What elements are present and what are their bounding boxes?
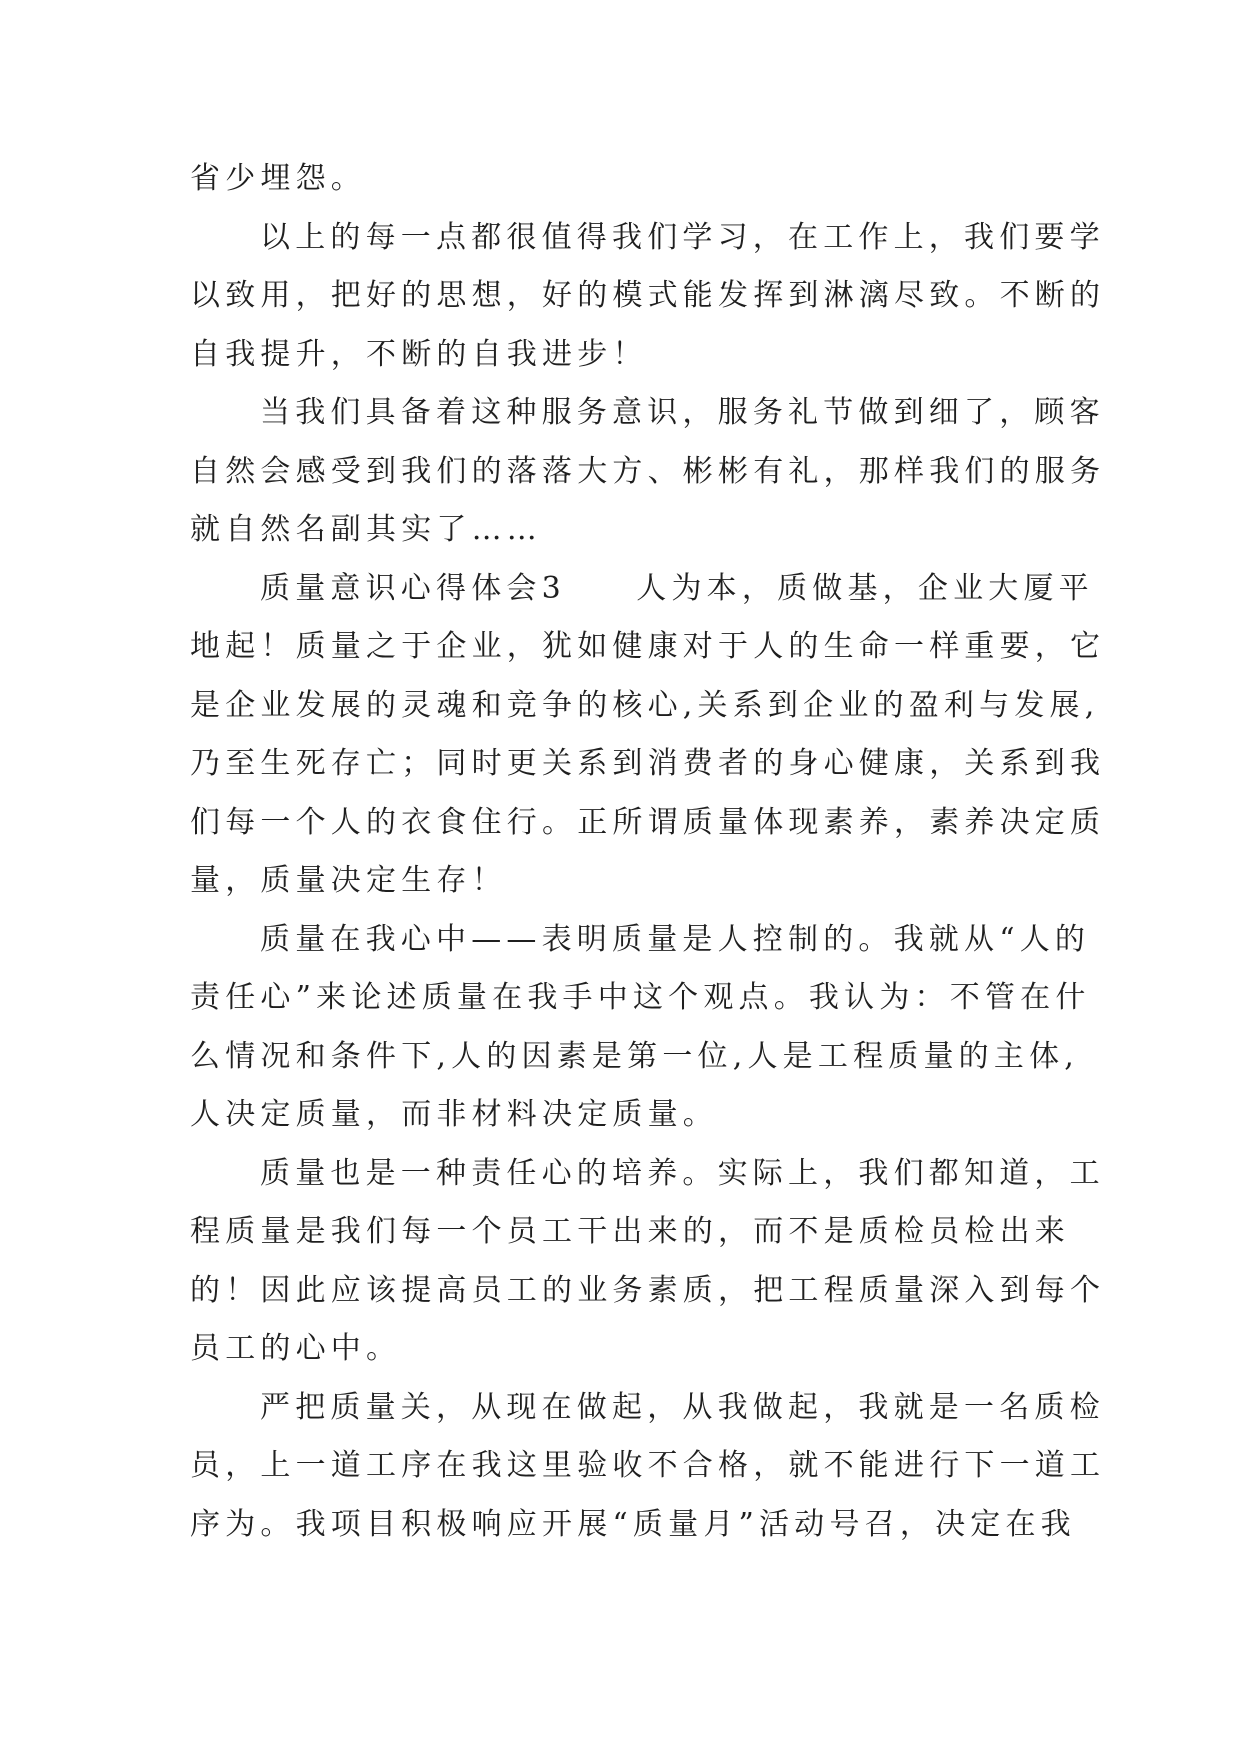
text-line: 程质量是我们每一个员工干出来的，而不是质检员检出来: [190, 1214, 1070, 1249]
text-line: 当我们具备着这种服务意识，服务礼节做到细了，顾客: [260, 395, 1105, 430]
text-line: 员，上一道工序在我这里验收不合格，就不能进行下一道工: [190, 1448, 1106, 1483]
text-line: 严把质量关，从现在做起，从我做起，我就是一名质检: [260, 1389, 1105, 1425]
text-line: 质量也是一种责任心的培养。实际上，我们都知道，工: [260, 1155, 1105, 1191]
text-line: 省少埋怨。: [190, 161, 366, 196]
text-line: 责任心”来论述质量在我手中这个观点。我认为：不管在什: [190, 980, 1091, 1015]
text-line: 自我提升，不断的自我进步！: [190, 336, 648, 372]
text-line: 人决定质量，而非材料决定质量。: [190, 1097, 718, 1132]
text-line: 以上的每一点都很值得我们学习，在工作上，我们要学: [260, 219, 1105, 255]
text-line: 地起！质量之于企业，犹如健康对于人的生命一样重要，它: [190, 629, 1106, 664]
text-line: 量，质量决定生存！: [190, 863, 507, 898]
text-line: 就自然名副其实了……: [190, 512, 542, 547]
text-line: 以致用，把好的思想，好的模式能发挥到淋漓尽致。不断的: [190, 278, 1106, 313]
text-line: 员工的心中。: [190, 1331, 402, 1366]
text-line: 们每一个人的衣食住行。正所谓质量体现素养，素养决定质: [190, 804, 1106, 840]
text-line: 的！因此应该提高员工的业务素质，把工程质量深入到每个: [190, 1272, 1106, 1308]
text-line: 是企业发展的灵魂和竞争的核心,关系到企业的盈利与发展,: [190, 687, 1100, 723]
document-body: [190, 150, 1106, 1554]
text-line: 质量意识心得体会3 人为本，质做基，企业大厦平: [260, 570, 1094, 606]
text-line: 序为。我项目积极响应开展“质量月”活动号召，决定在我: [190, 1506, 1076, 1542]
text-line: 质量在我心中——表明质量是人控制的。我就从“人的: [260, 921, 1091, 957]
text-line: 乃至生死存亡；同时更关系到消费者的身心健康，关系到我: [190, 746, 1106, 781]
text-line: 自然会感受到我们的落落大方、彬彬有礼，那样我们的服务: [190, 453, 1106, 489]
text-line: 么情况和条件下,人的因素是第一位,人是工程质量的主体,: [190, 1038, 1080, 1074]
